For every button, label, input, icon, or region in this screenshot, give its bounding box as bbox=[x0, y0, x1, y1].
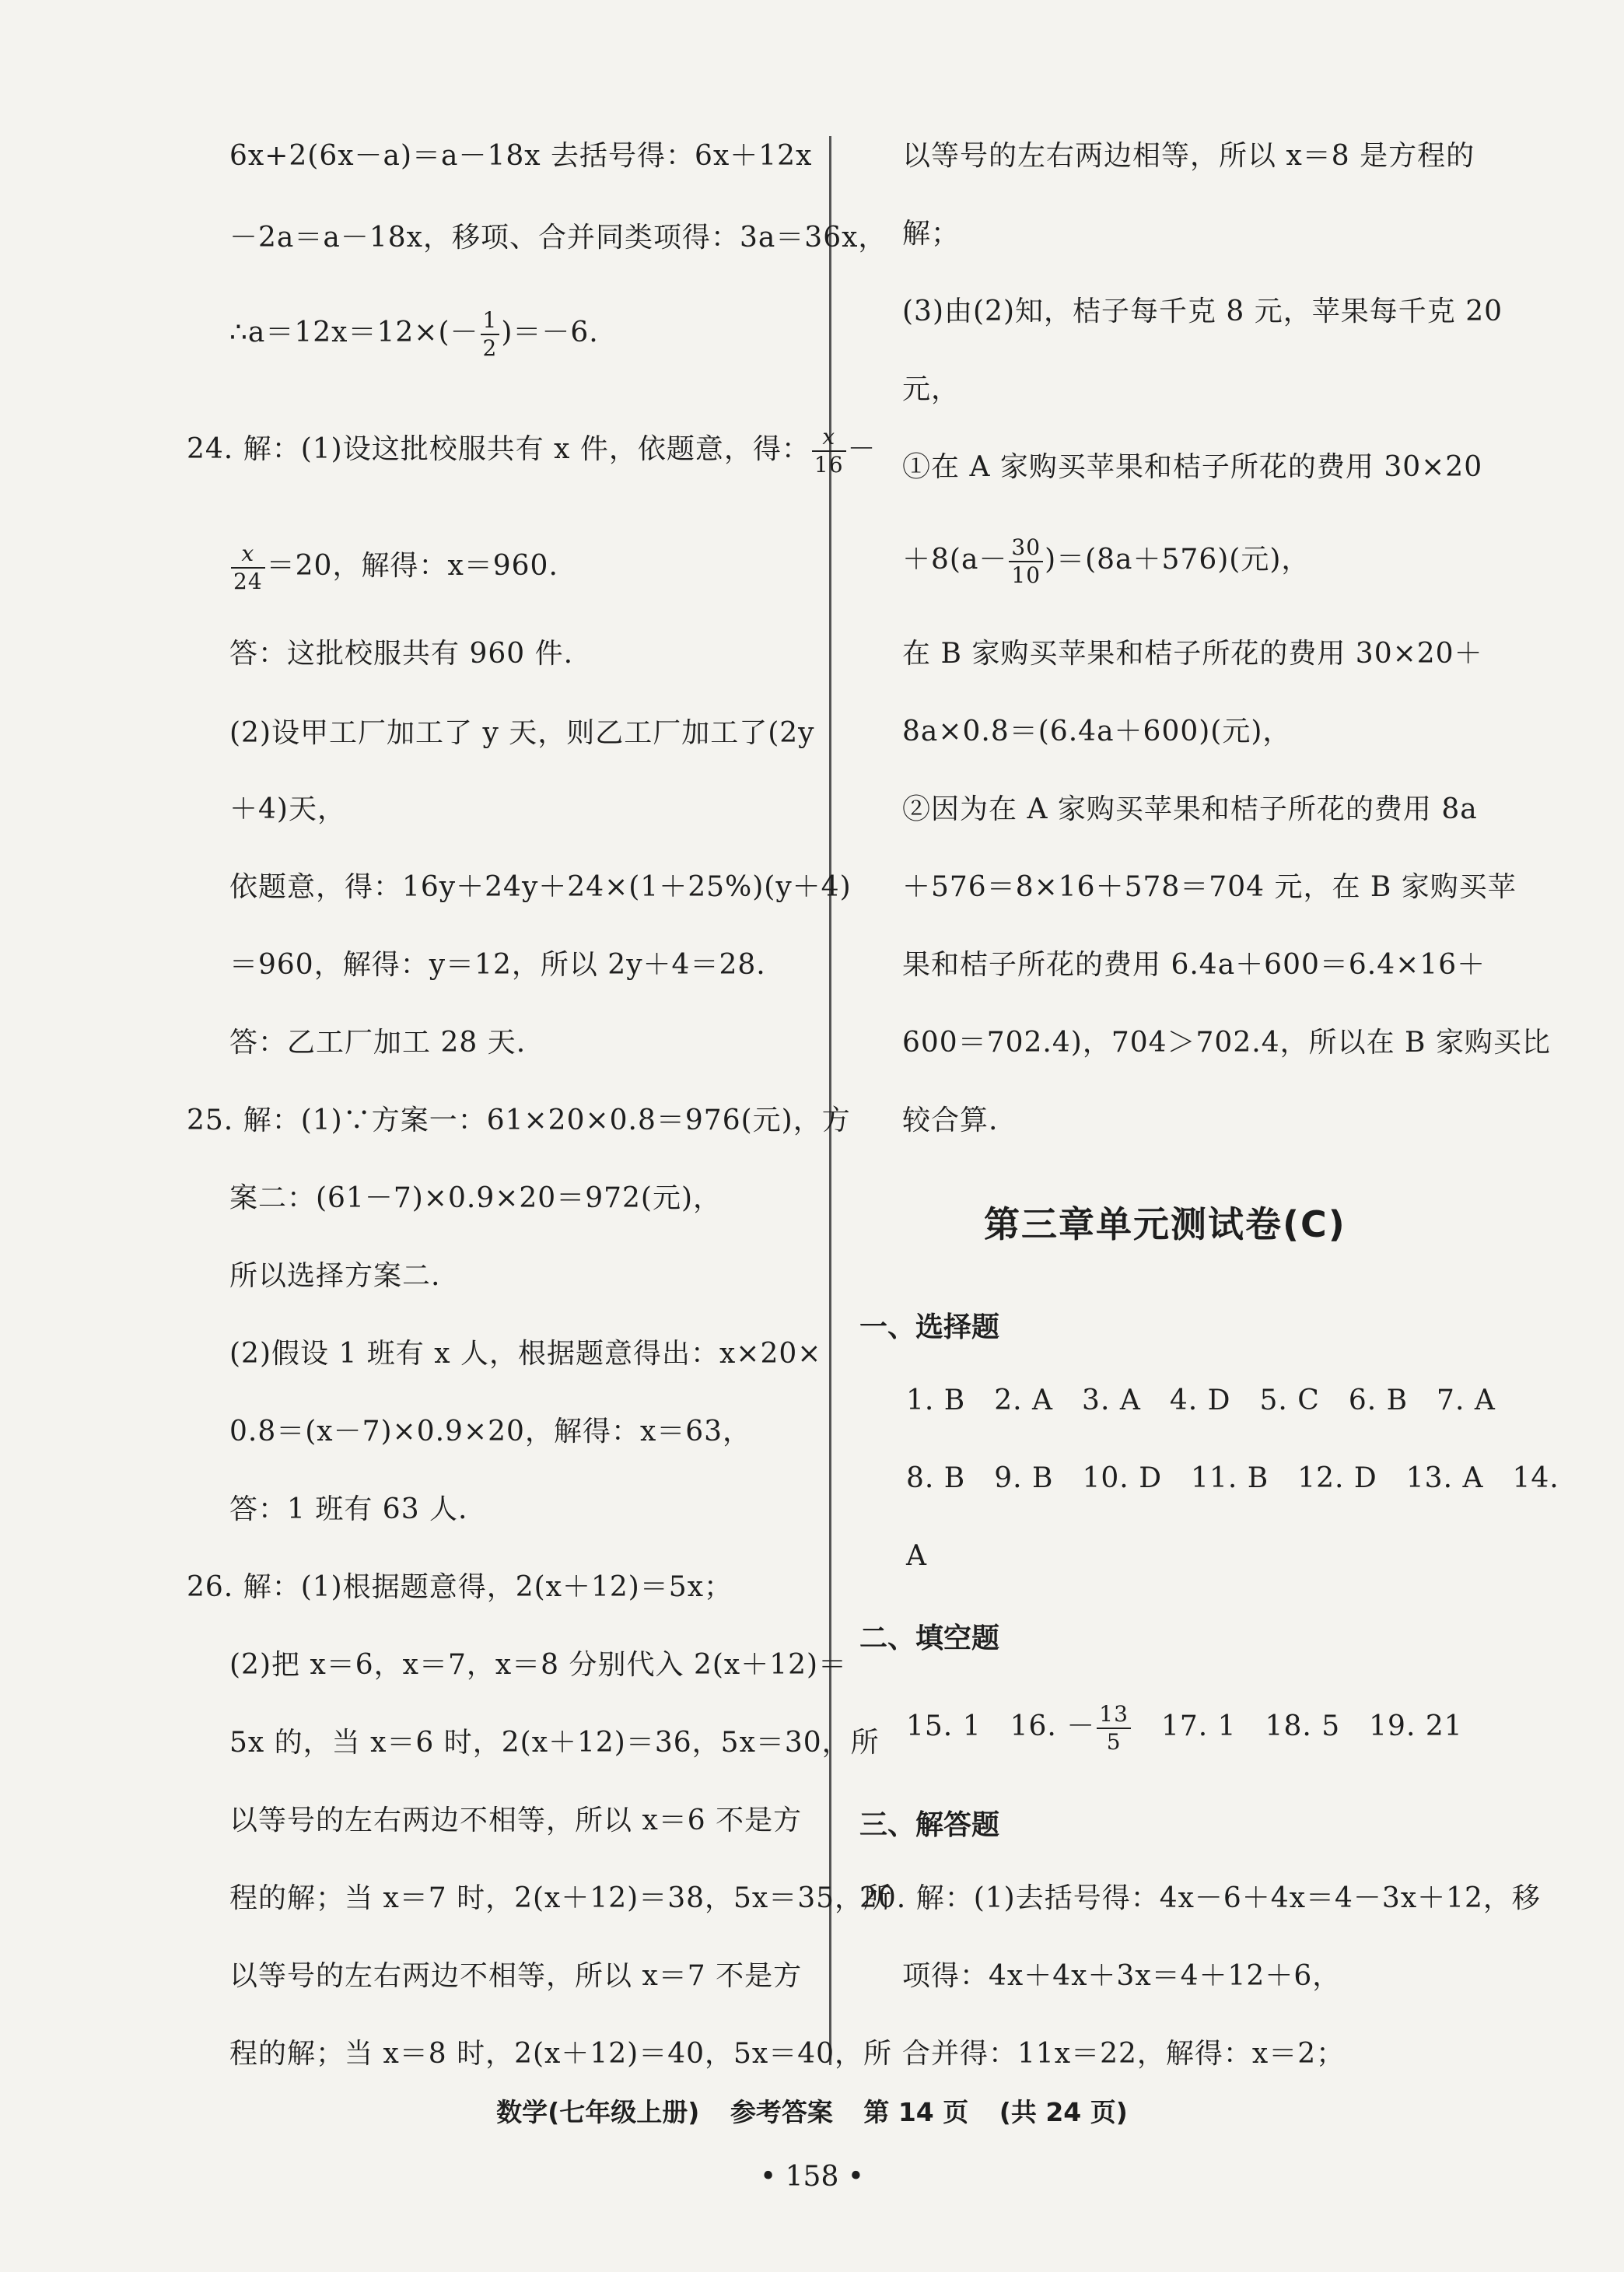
text-segment: )＝(8a＋576)(元)， bbox=[1045, 544, 1311, 576]
text-line: 以等号的左右两边相等，所以 x＝8 是方程的 bbox=[902, 140, 1475, 172]
answer-row bbox=[906, 1703, 1463, 1753]
text-line: 元， bbox=[902, 373, 961, 405]
page-number: • 158 • bbox=[759, 2161, 865, 2193]
text-line: ＝960，解得：y＝12，所以 2y＋4＝28. bbox=[229, 949, 766, 981]
text-line: 较合算. bbox=[902, 1104, 999, 1136]
text-line: 项得：4x＋4x＋3x＝4＋12＋6， bbox=[902, 1960, 1342, 1992]
fraction-denominator: 24 bbox=[233, 569, 263, 594]
text-line: (2)设甲工厂加工了 y 天，则乙工厂加工了(2y bbox=[229, 717, 815, 749]
text-line: 合并得：11x＝22，解得：x＝2； bbox=[902, 2038, 1346, 2070]
text-line: 答：1 班有 63 人. bbox=[229, 1493, 468, 1525]
footer-subject: 数学(七年级上册) bbox=[496, 2097, 700, 2127]
fraction-denominator: 16 bbox=[814, 452, 844, 478]
fraction bbox=[1009, 534, 1043, 588]
answer-row: A bbox=[906, 1540, 927, 1572]
text-line: (3)由(2)知，桔子每千克 8 元，苹果每千克 20 bbox=[902, 296, 1503, 327]
fraction-numerator: 13 bbox=[1097, 1703, 1131, 1729]
text-line: 案二：(61－7)×0.9×20＝972(元)， bbox=[229, 1182, 722, 1214]
section-title: 第三章单元测试卷(C) bbox=[984, 1203, 1346, 1245]
text-line: 程的解；当 x＝8 时，2(x＋12)＝40，5x＝40，所 bbox=[229, 2038, 893, 2070]
text-line: 0.8＝(x－7)×0.9×20，解得：x＝63， bbox=[229, 1416, 752, 1448]
text-line: 在 B 家购买苹果和桔子所花的费用 30×20＋ bbox=[902, 638, 1483, 670]
answer-row: 8. B 9. B 10. D 11. B 12. D 13. A 14. bbox=[906, 1462, 1559, 1494]
fraction bbox=[812, 426, 846, 476]
fraction bbox=[1097, 1703, 1131, 1753]
footer-answers: 参考答案 bbox=[730, 2097, 833, 2127]
fraction-numerator: 30 bbox=[1009, 537, 1043, 562]
text-line: 8a×0.8＝(6.4a＋600)(元)， bbox=[902, 716, 1292, 747]
heading-fill-blank: 二、填空题 bbox=[859, 1623, 1000, 1654]
text-segment: ∴a＝12x＝12×(－ bbox=[229, 317, 479, 348]
fraction-numerator: 1 bbox=[481, 310, 500, 335]
text-line: 5x 的，当 x＝6 时，2(x＋12)＝36，5x＝30，所 bbox=[229, 1727, 880, 1759]
text-line: 解； bbox=[902, 218, 961, 250]
fraction-denominator: 5 bbox=[1106, 1729, 1122, 1755]
footer-page: 第 14 页 bbox=[863, 2097, 969, 2127]
fraction bbox=[231, 543, 265, 593]
text-segment: ＝20，解得：x＝960. bbox=[266, 550, 558, 582]
text-line: 果和桔子所花的费用 6.4a＋600＝6.4×16＋ bbox=[902, 949, 1486, 981]
answer-row: 1. B 2. A 3. A 4. D 5. C 6. B 7. A bbox=[906, 1385, 1496, 1416]
text-segment: 15. 1 16. － bbox=[906, 1710, 1096, 1742]
text-line: 所以选择方案二. bbox=[229, 1260, 441, 1292]
text-line: －2a＝a－18x，移项、合并同类项得：3a＝36x， bbox=[229, 222, 887, 254]
question-25-line: 25. 解：(1)∵方案一：61×20×0.8＝976(元)，方 bbox=[187, 1104, 851, 1136]
text-line: 程的解；当 x＝7 时，2(x＋12)＝38，5x＝35，所 bbox=[229, 1882, 893, 1914]
text-segment: 17. 1 18. 5 19. 21 bbox=[1132, 1710, 1463, 1742]
text-line: (2)把 x＝6，x＝7，x＝8 分别代入 2(x＋12)＝ bbox=[229, 1649, 848, 1681]
footer-total: (共 24 页) bbox=[999, 2097, 1128, 2127]
text-line bbox=[229, 307, 599, 361]
text-segment: 24. 解：(1)设这批校服共有 x 件，依题意，得： bbox=[187, 433, 810, 465]
fraction-numerator: x bbox=[231, 543, 265, 569]
text-line: 600＝702.4)，704＞702.4，所以在 B 家购买比 bbox=[902, 1027, 1551, 1059]
text-line: 以等号的左右两边不相等，所以 x＝6 不是方 bbox=[229, 1805, 803, 1836]
fraction-denominator: 10 bbox=[1011, 562, 1041, 588]
fraction bbox=[481, 307, 500, 361]
heading-multiple-choice: 一、选择题 bbox=[859, 1311, 1000, 1343]
text-line: ②因为在 A 家购买苹果和桔子所花的费用 8a bbox=[902, 793, 1478, 825]
text-segment: － bbox=[847, 433, 877, 465]
fraction-numerator: x bbox=[812, 426, 846, 452]
question-24-line bbox=[187, 426, 877, 476]
question-26-line: 26. 解：(1)根据题意得，2(x＋12)＝5x； bbox=[187, 1571, 733, 1603]
text-line: 以等号的左右两边不相等，所以 x＝7 不是方 bbox=[229, 1960, 803, 1992]
fraction-denominator: 2 bbox=[482, 335, 498, 361]
page-footer bbox=[0, 2092, 1624, 2129]
text-line: 答：乙工厂加工 28 天. bbox=[229, 1027, 527, 1059]
text-segment: )＝－6. bbox=[501, 317, 599, 348]
text-line: 6x+2(6x－a)＝a－18x 去括号得：6x＋12x bbox=[229, 140, 813, 172]
text-line bbox=[902, 534, 1311, 588]
text-segment: ＋8(a－ bbox=[902, 544, 1008, 576]
text-line: (2)假设 1 班有 x 人，根据题意得出：x×20× bbox=[229, 1338, 822, 1370]
text-line bbox=[229, 543, 558, 593]
text-line: 依题意，得：16y＋24y＋24×(1＋25%)(y＋4) bbox=[229, 871, 852, 903]
question-20-line: 20. 解：(1)去括号得：4x－6＋4x＝4－3x＋12，移 bbox=[859, 1882, 1541, 1914]
heading-solutions: 三、解答题 bbox=[859, 1809, 1000, 1841]
text-line: ＋576＝8×16＋578＝704 元，在 B 家购买苹 bbox=[902, 871, 1517, 903]
text-line: 答：这批校服共有 960 件. bbox=[229, 638, 574, 670]
text-line: ①在 A 家购买苹果和桔子所花的费用 30×20 bbox=[902, 451, 1483, 483]
text-line: ＋4)天， bbox=[229, 793, 346, 825]
